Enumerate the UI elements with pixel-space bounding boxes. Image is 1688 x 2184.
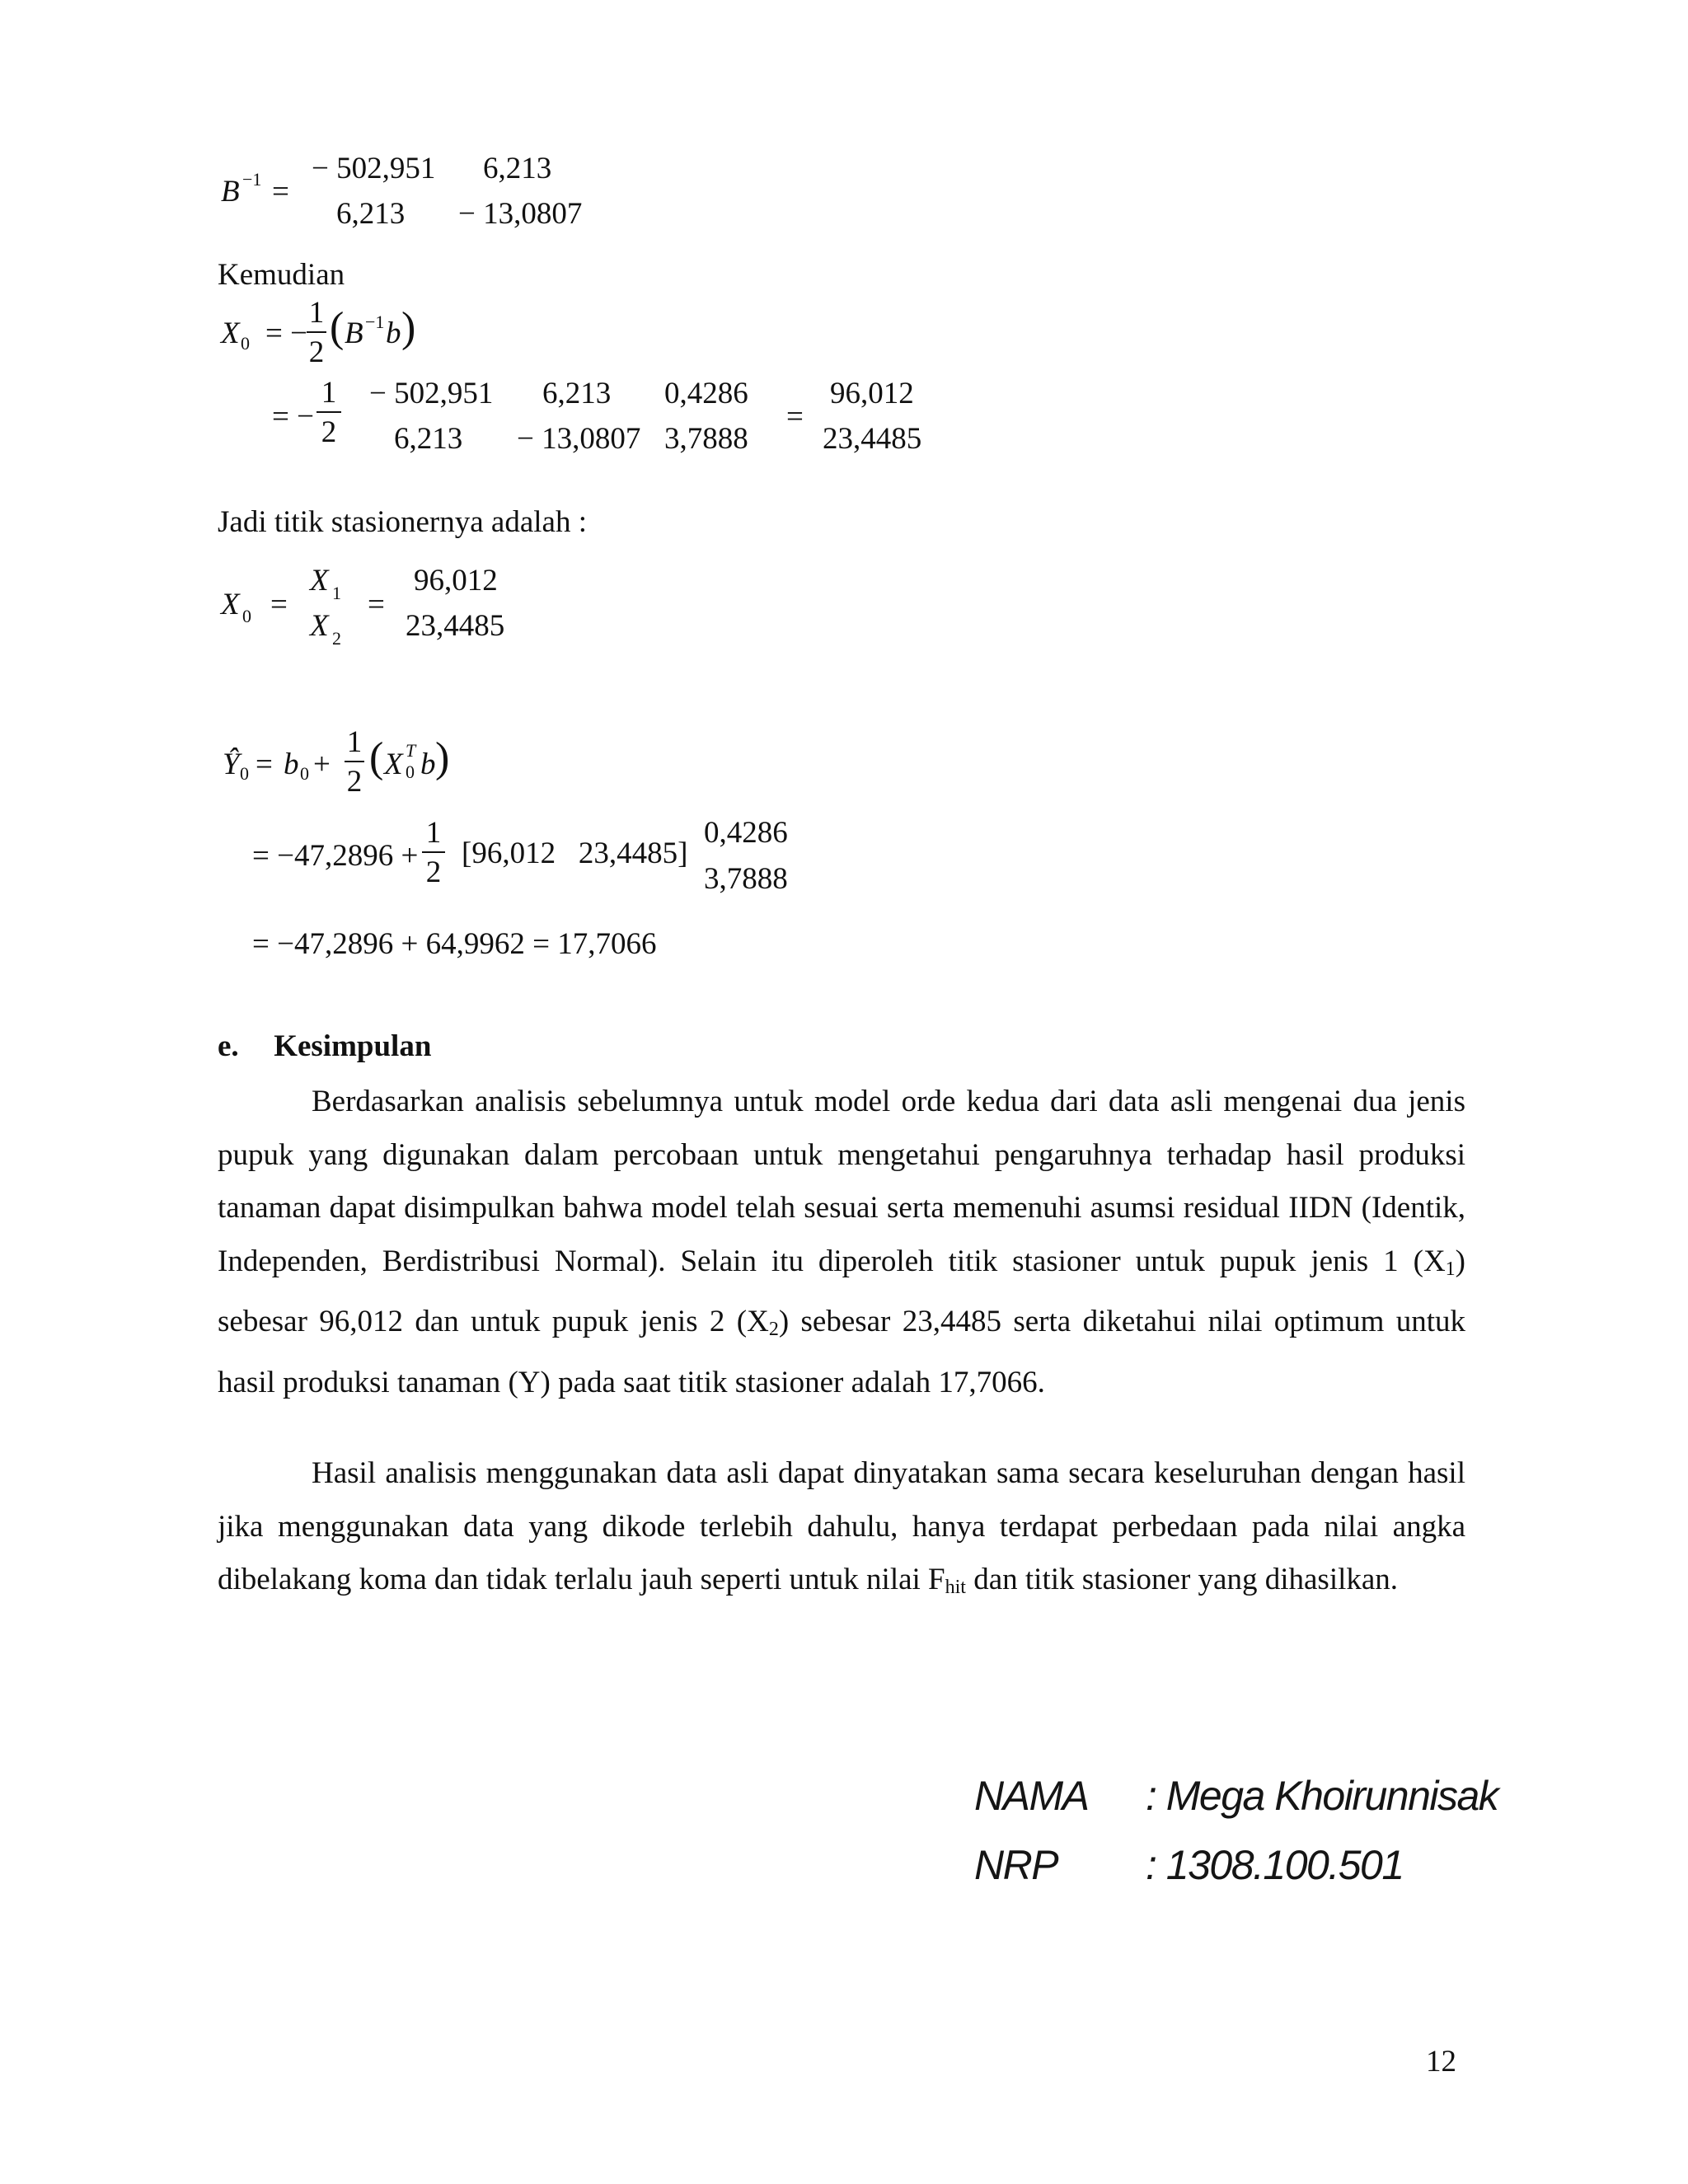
- x1-symbol: X: [310, 564, 329, 598]
- left-paren: (: [369, 734, 384, 781]
- fraction-bar: [307, 331, 326, 333]
- x-symbol: X: [384, 748, 403, 781]
- equals-sign: =: [272, 175, 289, 209]
- matrix-cell: − 502,951: [369, 377, 494, 410]
- kemudian-text: Kemudian: [218, 258, 345, 292]
- paragraph-text: dan titik stasioner yang dihasilkan.: [965, 1563, 1399, 1596]
- fraction-half: [422, 818, 445, 888]
- fraction-numerator: 1: [346, 725, 363, 759]
- result-cell: 23,4485: [823, 422, 922, 456]
- b-vector: b: [420, 748, 436, 781]
- matrix-cell: 6,213: [483, 152, 552, 185]
- plus-sign: +: [313, 748, 331, 781]
- expression-lhs: = −47,2896 +: [252, 839, 419, 873]
- section-title: Kesimpulan: [274, 1029, 432, 1063]
- right-paren: ): [401, 304, 416, 351]
- jadi-text: Jadi titik stasionernya adalah :: [218, 505, 587, 539]
- x-symbol: X: [221, 588, 240, 621]
- matrix-cell: − 502,951: [312, 152, 436, 185]
- value-cell: 96,012: [414, 564, 498, 598]
- b0-subscript: 0: [300, 763, 309, 784]
- section-heading: [218, 1031, 431, 1062]
- transpose-superscript: T: [406, 740, 416, 761]
- matrix-cell: − 13,0807: [517, 422, 641, 456]
- row-vector: [96,012 23,4485]: [462, 837, 688, 870]
- b-symbol: B: [345, 316, 363, 350]
- fraction-denominator: 2: [308, 335, 325, 369]
- fraction-numerator: 1: [425, 816, 442, 850]
- fraction-numerator: 1: [321, 376, 337, 410]
- fraction-bar: [422, 851, 445, 853]
- fraction-bar: [345, 761, 364, 762]
- left-paren: (: [330, 304, 345, 351]
- result-cell: 96,012: [830, 377, 914, 410]
- x2-symbol: X: [310, 609, 329, 643]
- paragraph-text: Berdasarkan analisis sebelumnya untuk model orde kedua dari data asli mengenai dua jenis pupuk yang digunakan dalam percobaan untuk mengetahui pengaruhnya terhadap hasil produksi tanaman dapat disimpulkan bahwa model telah sesuai serta memenuhi asumsi residual IIDN (Identik, Independen, Berdistribusi Normal). Selain itu diperoleh titik stasioner untuk pupuk jenis 1 (X: [218, 1085, 1465, 1278]
- page-number: 12: [1426, 2045, 1456, 2079]
- fraction-denominator: 2: [346, 765, 363, 799]
- right-paren: ): [435, 734, 450, 781]
- equals-sign: =: [786, 400, 804, 434]
- yhat-symbol: Ŷ: [223, 748, 240, 781]
- paragraph-text: Hasil analisis menggunakan data asli dapat dinyatakan sama secara keseluruhan dengan hasil jika menggunakan data yang dikode terlebih dahulu, hanya terdapat perbedaan pada nilai angka dibelakang koma dan tidak terlalu jauh seperti untuk nilai F: [218, 1456, 1465, 1596]
- x-subscript: 0: [241, 333, 250, 354]
- nrp-label: NRP: [974, 1842, 1058, 1888]
- equals-sign: =: [368, 588, 385, 621]
- x-subscript: 0: [242, 606, 251, 626]
- x2-subscript: 2: [332, 628, 341, 649]
- equals-sign: =: [270, 588, 288, 621]
- vector-cell: 0,4286: [704, 816, 788, 850]
- equals-minus: = −: [272, 400, 314, 434]
- fraction-numerator: 1: [308, 296, 325, 330]
- section-label: e.: [218, 1029, 239, 1063]
- b-inverse-superscript: −1: [365, 312, 385, 332]
- subscript: 1: [1445, 1258, 1456, 1280]
- fraction-bar: [316, 411, 341, 413]
- matrix-cell: 6,213: [336, 197, 406, 231]
- fraction-half: [316, 377, 341, 448]
- paragraph-text: ) sebesar 23,4485 serta diketahui nilai optimum untuk hasil produksi tanaman (Y) pada saat titik stasioner adalah 17,7066.: [218, 1305, 1465, 1399]
- nama-value: : Mega Khoirunnisak: [1146, 1773, 1498, 1819]
- equals-minus: = −: [265, 316, 307, 350]
- x-subscript: 0: [406, 762, 415, 782]
- yhat-calculation-2: = −47,2896 + 64,9962 = 17,7066: [252, 927, 657, 961]
- matrix-cell: 6,213: [542, 377, 612, 410]
- conclusion-paragraph-1: [218, 1076, 1465, 1409]
- fraction-denominator: 2: [321, 415, 337, 449]
- matrix-cell: − 13,0807: [458, 197, 583, 231]
- value-cell: 23,4485: [406, 609, 505, 643]
- b-vector: b: [386, 316, 401, 350]
- x-symbol: X: [221, 316, 240, 350]
- subscript: 2: [768, 1319, 779, 1340]
- x1-subscript: 1: [332, 583, 341, 603]
- yhat-subscript: 0: [240, 763, 249, 784]
- matrix-cell: 6,213: [394, 422, 463, 456]
- paragraph-text: ) sebesar 96,012 dan untuk pupuk jenis 2 (X: [218, 1244, 1465, 1338]
- b-inverse-superscript: −1: [242, 169, 262, 190]
- fraction-half: [345, 727, 364, 797]
- conclusion-paragraph-2: [218, 1447, 1465, 1615]
- fraction-half: [307, 298, 326, 368]
- nama-label: NAMA: [974, 1773, 1089, 1819]
- equals-sign: =: [256, 748, 273, 781]
- subscript: hit: [945, 1577, 966, 1598]
- vector-cell: 3,7888: [704, 862, 788, 896]
- fraction-denominator: 2: [425, 855, 442, 889]
- nrp-value: : 1308.100.501: [1146, 1842, 1404, 1888]
- vector-cell: 0,4286: [664, 377, 748, 410]
- vector-cell: 3,7888: [664, 422, 748, 456]
- b0-symbol: b: [284, 748, 299, 781]
- b-symbol: B: [221, 175, 240, 209]
